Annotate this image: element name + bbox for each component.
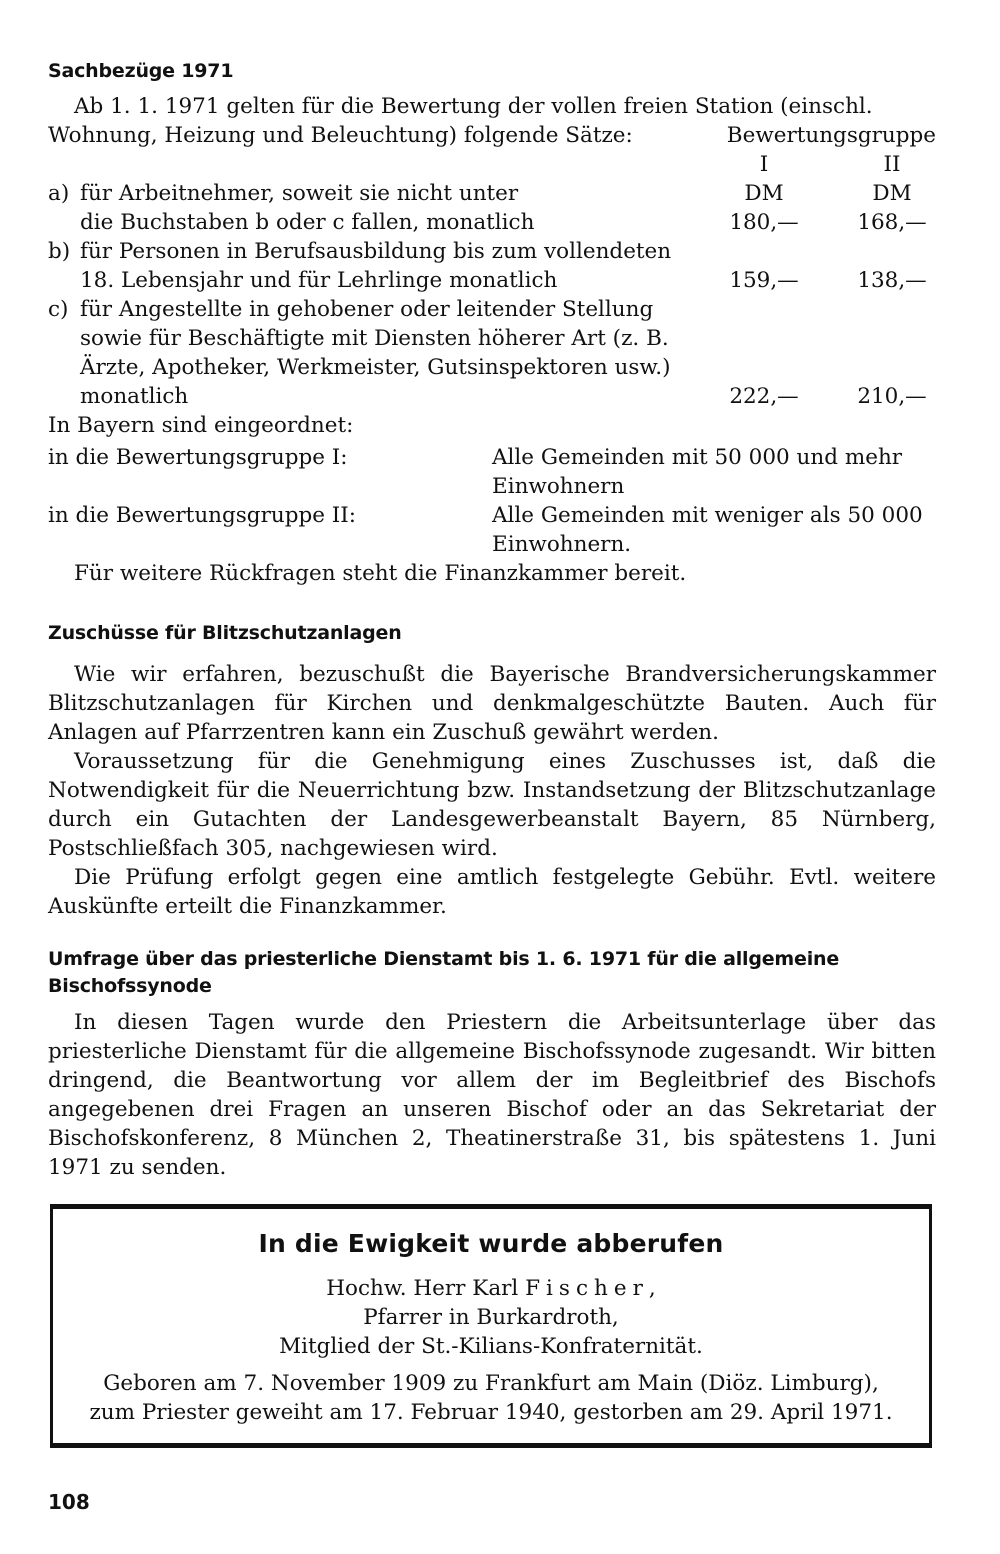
item-label: a) — [48, 181, 70, 206]
paragraph: In diesen Tagen wurde den Priestern die Arbeitsunterlage über das priesterliche Dienstamt für die allgemeine Bischofssynode zugesandt. Wir bitten dringend, die Beantwortung vor allem der im Begleitbrief des Bischofs angegebenen drei Fragen an unseren Bischof oder an das Sekretariat der Bischofskonferenz, 8 München 2, Theatinerstraße 31, bis spätestens 1. Juni 1971 zu senden. — [48, 1010, 936, 1180]
section-title-sachbezuege: Sachbezüge 1971 — [48, 60, 234, 82]
group-1-row-1 — [48, 443, 936, 472]
item-b-row-2 — [48, 266, 936, 295]
item-label: c) — [48, 297, 69, 322]
group-2-text-cont: Einwohnern. — [492, 532, 632, 557]
bayern-heading-row — [48, 411, 936, 440]
value-group-2: 138,— — [857, 268, 927, 293]
memorial-title: In die Ewigkeit wurde abberufen — [258, 1229, 724, 1258]
intro-line-2: Wohnung, Heizung und Beleuchtung) folgende Sätze: — [48, 123, 633, 148]
item-text: 18. Lebensjahr und für Lehrlinge monatlich — [80, 268, 558, 293]
group-2-row-2 — [48, 530, 936, 559]
page-number: 108 — [48, 1490, 90, 1514]
name-prefix: Hochw. Herr Karl — [326, 1276, 519, 1301]
item-c-row-3 — [48, 353, 936, 382]
section-title-blitzschutz: Zuschüsse für Blitzschutzanlagen — [48, 622, 402, 644]
section-sachbezuege-body — [48, 92, 936, 588]
paragraph: Die Prüfung erfolgt gegen eine amtlich festgelegte Gebühr. Evtl. weitere Auskünfte erteilt die Finanzkammer. — [48, 865, 936, 919]
group-1-text: Alle Gemeinden mit 50 000 und mehr — [492, 445, 903, 470]
column-2-header: II — [883, 152, 901, 177]
paragraph: Voraussetzung für die Genehmigung eines Zuschusses ist, daß die Notwendigkeit für die Neuerrichtung bzw. Instandsetzung der Blitzschutzanlage durch ein Gutachten der Landesgewerbeanstalt Bayern, 85 Nürnberg, Postschließfach 305, nachgewiesen wird. — [48, 749, 936, 861]
value-group-1: 180,— — [729, 210, 799, 235]
paragraph: Wie wir erfahren, bezuschußt die Bayerische Brandversicherungskammer Blitzschutzanlagen für Kirchen und denkmalgeschützte Bauten. Auch für Anlagen auf Pfarrzentren kann ein Zuschuß gewährt werden. — [48, 662, 936, 745]
item-text: monatlich — [80, 384, 189, 409]
group-1-label: in die Bewertungsgruppe I: — [48, 445, 348, 470]
memorial-box — [50, 1204, 932, 1448]
surname: Fischer — [525, 1276, 649, 1301]
unit-2: DM — [872, 181, 912, 206]
group-1-row-2 — [48, 472, 936, 501]
section-umfrage-body — [48, 1008, 936, 1182]
value-group-1: 222,— — [729, 384, 799, 409]
value-group-1: 159,— — [729, 268, 799, 293]
item-text: sowie für Beschäftigte mit Diensten höherer Art (z. B. — [80, 326, 669, 351]
section-blitzschutz-body — [48, 660, 936, 921]
item-label: b) — [48, 239, 71, 264]
bayern-heading: In Bayern sind eingeordnet: — [48, 413, 354, 438]
closing-note: Für weitere Rückfragen steht die Finanzkammer bereit. — [74, 561, 687, 586]
item-c-row-1 — [48, 295, 936, 324]
item-text: für Personen in Berufsausbildung bis zum vollendeten — [80, 239, 672, 264]
intro-line-1: Ab 1. 1. 1971 gelten für die Bewertung der vollen freien Station (einschl. — [74, 94, 873, 119]
item-text: Ärzte, Apotheker, Werkmeister, Gutsinspektoren usw.) — [80, 355, 671, 380]
memorial-dates-line-2: zum Priester geweiht am 17. Februar 1940, gestorben am 29. April 1971. — [89, 1400, 893, 1425]
group-2-row-1 — [48, 501, 936, 530]
unit-1: DM — [744, 181, 784, 206]
memorial-name-line — [53, 1274, 929, 1303]
column-roman-row — [48, 150, 936, 179]
group-1-text-cont: Einwohnern — [492, 474, 625, 499]
item-text: für Arbeitnehmer, soweit sie nicht unter — [80, 181, 519, 206]
item-c-row-2 — [48, 324, 936, 353]
memorial-membership: Mitglied der St.-Kilians-Konfraternität. — [279, 1334, 703, 1359]
intro-line-2-row — [48, 121, 936, 150]
column-1-header: I — [759, 152, 769, 177]
value-group-2: 168,— — [857, 210, 927, 235]
item-a-row-1 — [48, 179, 936, 208]
memorial-dates-line-1: Geboren am 7. November 1909 zu Frankfurt am Main (Diöz. Limburg), — [103, 1371, 879, 1396]
group-2-text: Alle Gemeinden mit weniger als 50 000 — [492, 503, 923, 528]
memorial-dates — [53, 1369, 929, 1427]
value-group-2: 210,— — [857, 384, 927, 409]
memorial-person — [53, 1274, 929, 1361]
item-text: für Angestellte in gehobener oder leitender Stellung — [80, 297, 654, 322]
item-a-row-2 — [48, 208, 936, 237]
name-suffix: , — [648, 1276, 656, 1301]
item-b-row-1 — [48, 237, 936, 266]
memorial-role: Pfarrer in Burkardroth, — [363, 1305, 619, 1330]
item-text: die Buchstaben b oder c fallen, monatlich — [80, 210, 535, 235]
item-c-row-4 — [48, 382, 936, 411]
group-header: Bewertungsgruppe — [726, 123, 936, 148]
section-title-umfrage: Umfrage über das priesterliche Dienstamt bis 1. 6. 1971 für die allgemeine Bischofssynode — [48, 948, 840, 997]
group-2-label: in die Bewertungsgruppe II: — [48, 503, 357, 528]
